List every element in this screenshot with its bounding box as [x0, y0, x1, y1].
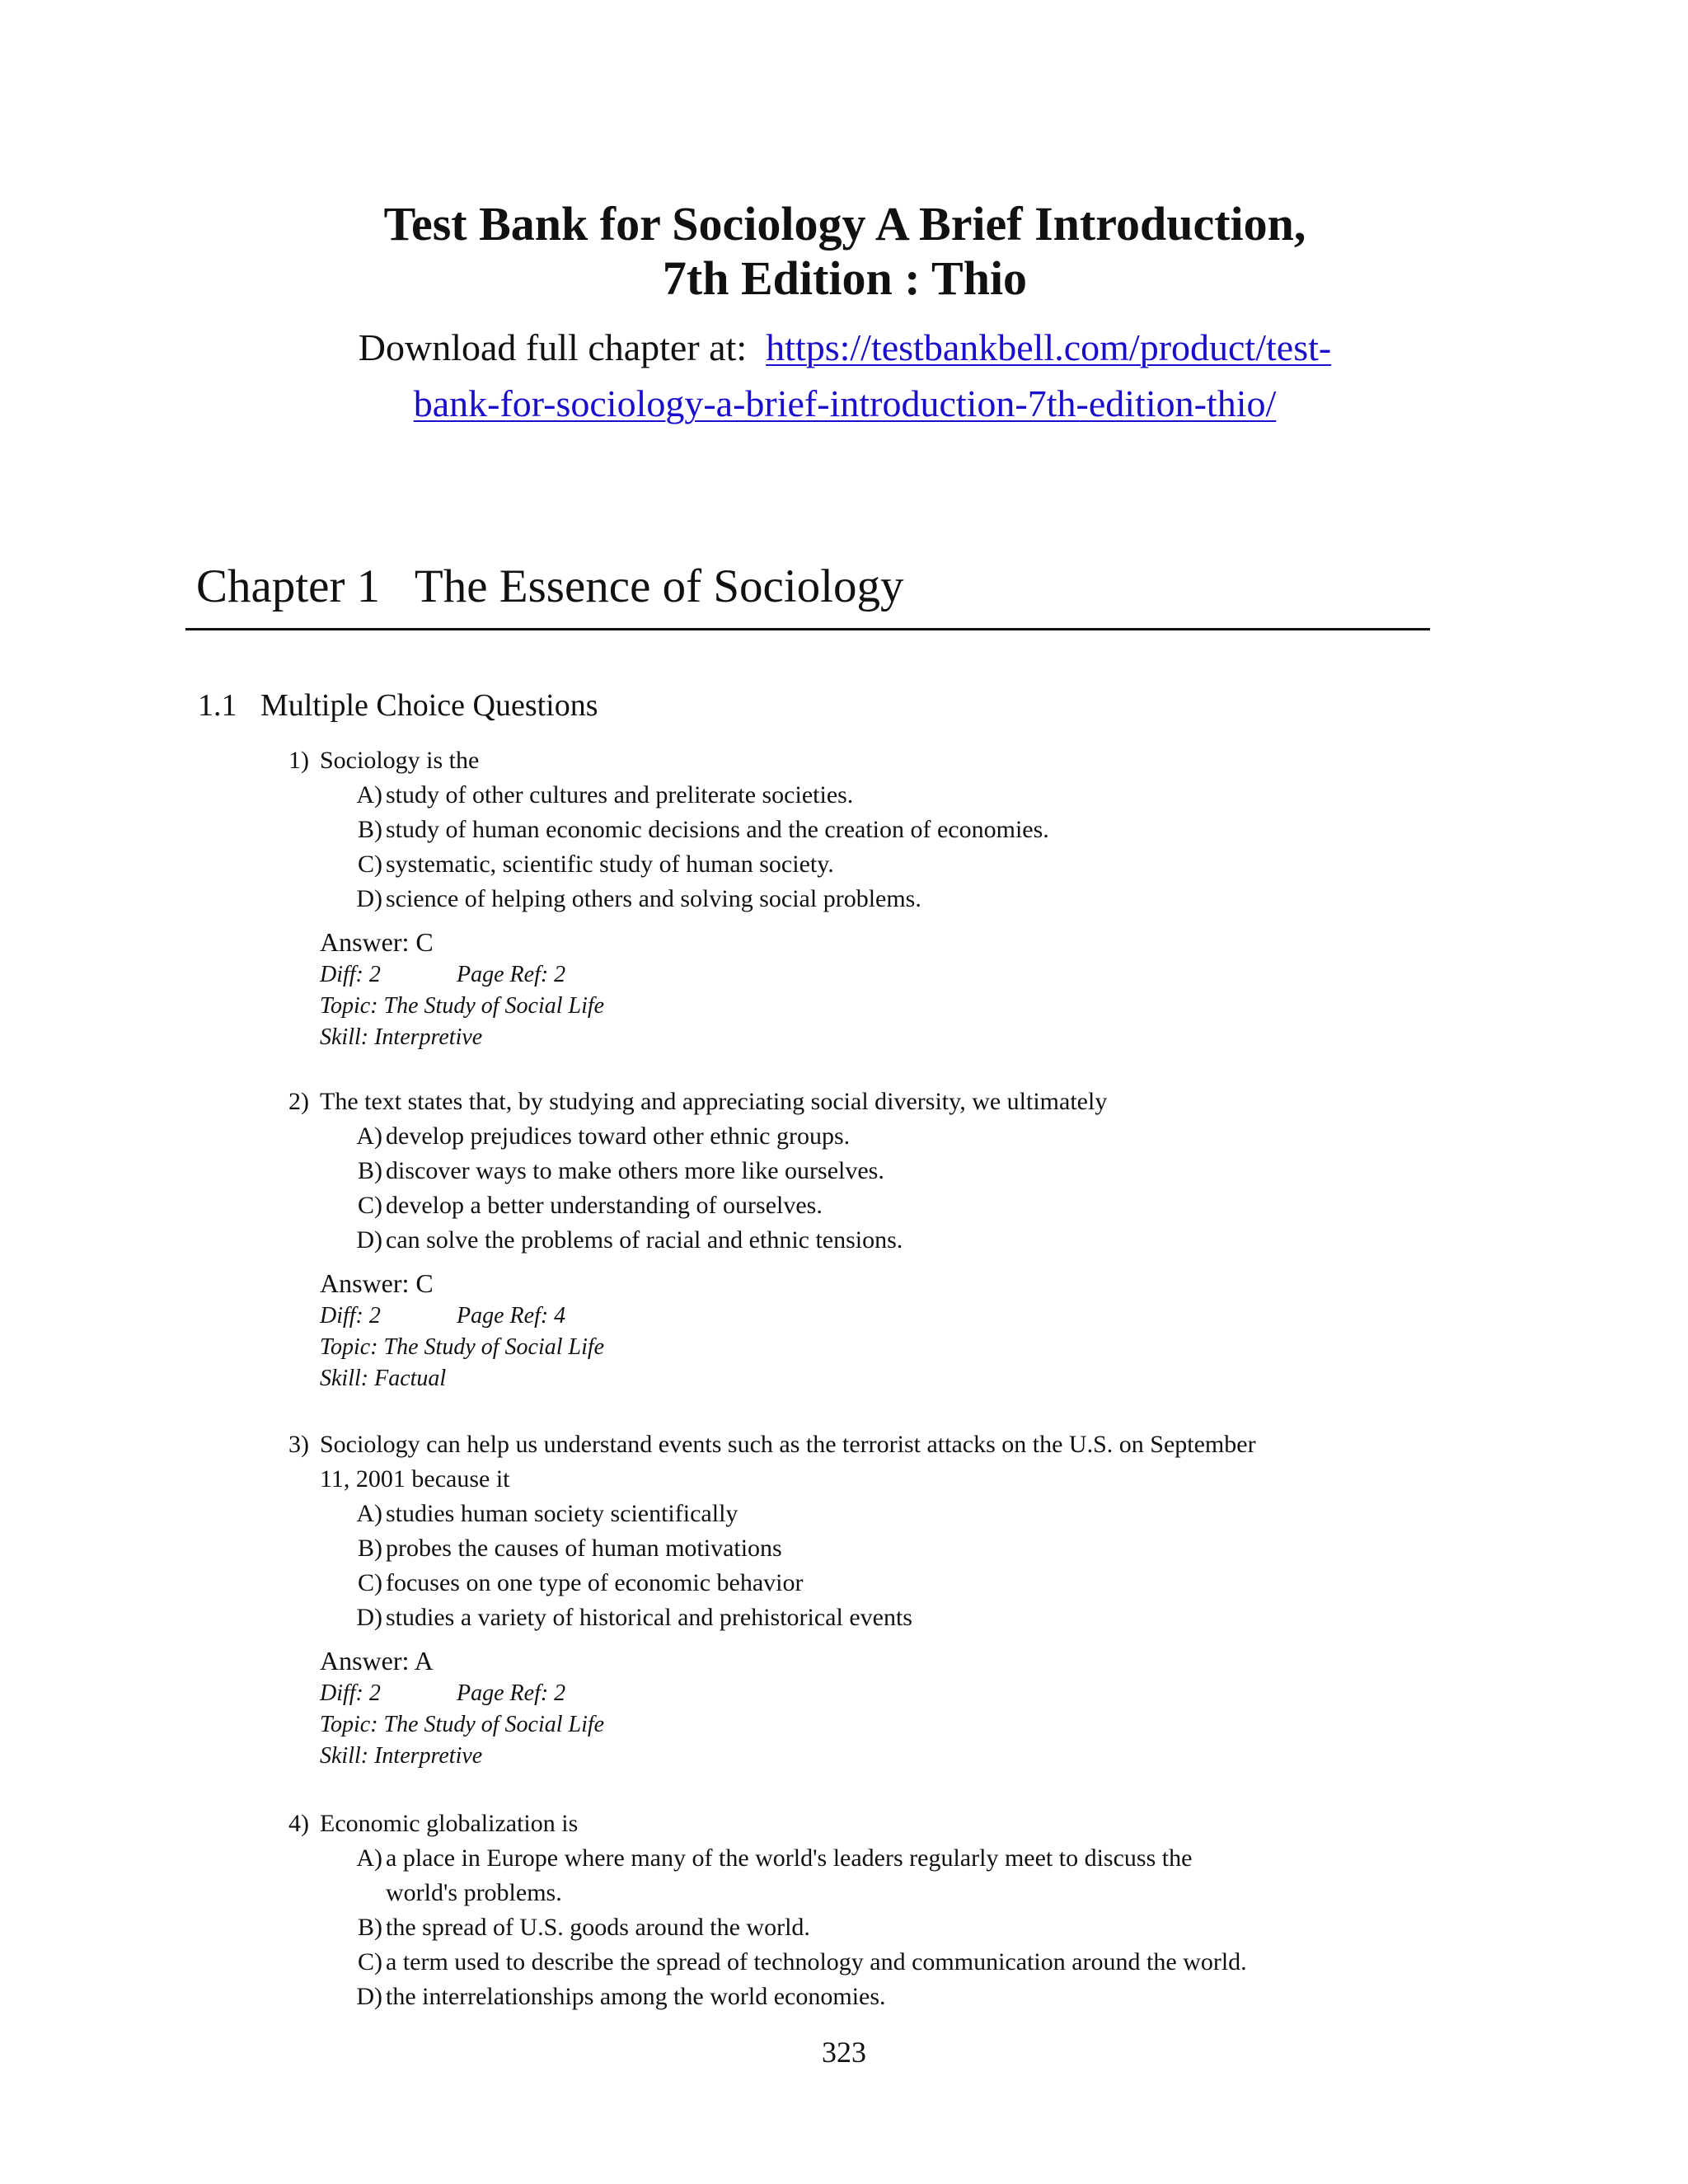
- skill: Skill: Factual: [320, 1366, 447, 1391]
- download-line: [165, 320, 1525, 376]
- option-letter: C): [358, 1569, 382, 1596]
- option-text: studies a variety of historical and prehistorical events: [386, 1604, 912, 1631]
- option-text: can solve the problems of racial and ethnic tensions.: [386, 1226, 903, 1254]
- page-ref: Page Ref: 2: [457, 962, 566, 987]
- option-text: study of other cultures and preliterate societies.: [386, 781, 854, 808]
- question-stem: The text states that, by studying and appreciating social diversity, we ultimately: [320, 1088, 1108, 1115]
- difficulty-line: [320, 1301, 566, 1332]
- question-number: 3): [288, 1431, 309, 1458]
- option-text-line2: world's problems.: [386, 1879, 562, 1906]
- download-link-line2: [165, 376, 1525, 432]
- question-number: 4): [288, 1810, 309, 1837]
- chapter-divider: [185, 628, 1430, 630]
- question-number: 1): [288, 747, 309, 774]
- difficulty-line: [320, 959, 566, 991]
- option-letter: C): [358, 1192, 382, 1219]
- topic: Topic: The Study of Social Life: [320, 1334, 605, 1360]
- chapter-label: Chapter 1: [196, 560, 381, 612]
- skill: Skill: Interpretive: [320, 1024, 483, 1050]
- option-text: discover ways to make others more like ourselves.: [386, 1157, 884, 1184]
- option-letter: B): [358, 1157, 382, 1184]
- section-number: 1.1: [198, 688, 237, 723]
- option-text: probes the causes of human motivations: [386, 1535, 782, 1562]
- topic: Topic: The Study of Social Life: [320, 993, 605, 1019]
- option-text: develop prejudices toward other ethnic groups.: [386, 1122, 851, 1150]
- answer: Answer: C: [320, 1268, 434, 1298]
- download-link-part2[interactable]: bank-for-sociology-a-brief-introduction-7th-edition-thio/: [413, 382, 1277, 424]
- download-label: Download full chapter at:: [358, 326, 748, 368]
- page-ref: Page Ref: 2: [457, 1680, 566, 1706]
- page-number: 323: [822, 2036, 866, 2069]
- document-title-line1: Test Bank for Sociology A Brief Introduction,: [383, 197, 1306, 251]
- question-stem: Economic globalization is: [320, 1810, 579, 1837]
- difficulty: Diff: 2: [320, 1680, 381, 1706]
- download-link-part1[interactable]: https://testbankbell.com/product/test-: [766, 326, 1332, 368]
- option-letter: A): [356, 781, 382, 808]
- difficulty: Diff: 2: [320, 962, 381, 987]
- option-letter: A): [356, 1500, 382, 1527]
- topic: Topic: The Study of Social Life: [320, 1712, 605, 1737]
- option-letter: C): [358, 851, 382, 878]
- answer: Answer: C: [320, 927, 434, 957]
- option-letter: B): [358, 816, 382, 843]
- option-text-line1: a place in Europe where many of the world's leaders regularly meet to discuss the: [386, 1844, 1193, 1872]
- option-text: the spread of U.S. goods around the world.: [386, 1914, 810, 1941]
- question-stem: Sociology is the: [320, 747, 480, 774]
- option-text: focuses on one type of economic behavior: [386, 1569, 804, 1596]
- question-stem-line2: 11, 2001 because it: [320, 1465, 510, 1493]
- section-heading: [198, 686, 598, 725]
- option-letter: D): [356, 885, 382, 912]
- option-letter: C): [358, 1948, 382, 1975]
- difficulty: Diff: 2: [320, 1303, 381, 1329]
- section-title: Multiple Choice Questions: [260, 688, 598, 723]
- option-text: study of human economic decisions and the creation of economies.: [386, 816, 1049, 843]
- option-text: the interrelationships among the world economies.: [386, 1983, 886, 2010]
- skill: Skill: Interpretive: [320, 1743, 483, 1769]
- option-letter: A): [356, 1844, 382, 1872]
- option-letter: D): [356, 1983, 382, 2010]
- option-letter: D): [356, 1604, 382, 1631]
- chapter-title: The Essence of Sociology: [414, 560, 904, 612]
- question-stem-line1: Sociology can help us understand events such as the terrorist attacks on the U.S. on September: [320, 1431, 1256, 1458]
- difficulty-line: [320, 1678, 566, 1709]
- option-text: studies human society scientifically: [386, 1500, 738, 1527]
- option-text: science of helping others and solving social problems.: [386, 885, 921, 912]
- option-letter: B): [358, 1535, 382, 1562]
- option-text: develop a better understanding of ourselves.: [386, 1192, 823, 1219]
- option-letter: D): [356, 1226, 382, 1254]
- document-title-line2: 7th Edition : Thio: [662, 251, 1028, 305]
- option-text: systematic, scientific study of human society.: [386, 851, 834, 878]
- option-letter: A): [356, 1122, 382, 1150]
- answer: Answer: A: [320, 1646, 434, 1675]
- option-text: a term used to describe the spread of technology and communication around the world.: [386, 1948, 1247, 1975]
- option-letter: B): [358, 1914, 382, 1941]
- page-ref: Page Ref: 4: [457, 1303, 566, 1329]
- chapter-heading: [196, 559, 904, 615]
- question-number: 2): [288, 1088, 309, 1115]
